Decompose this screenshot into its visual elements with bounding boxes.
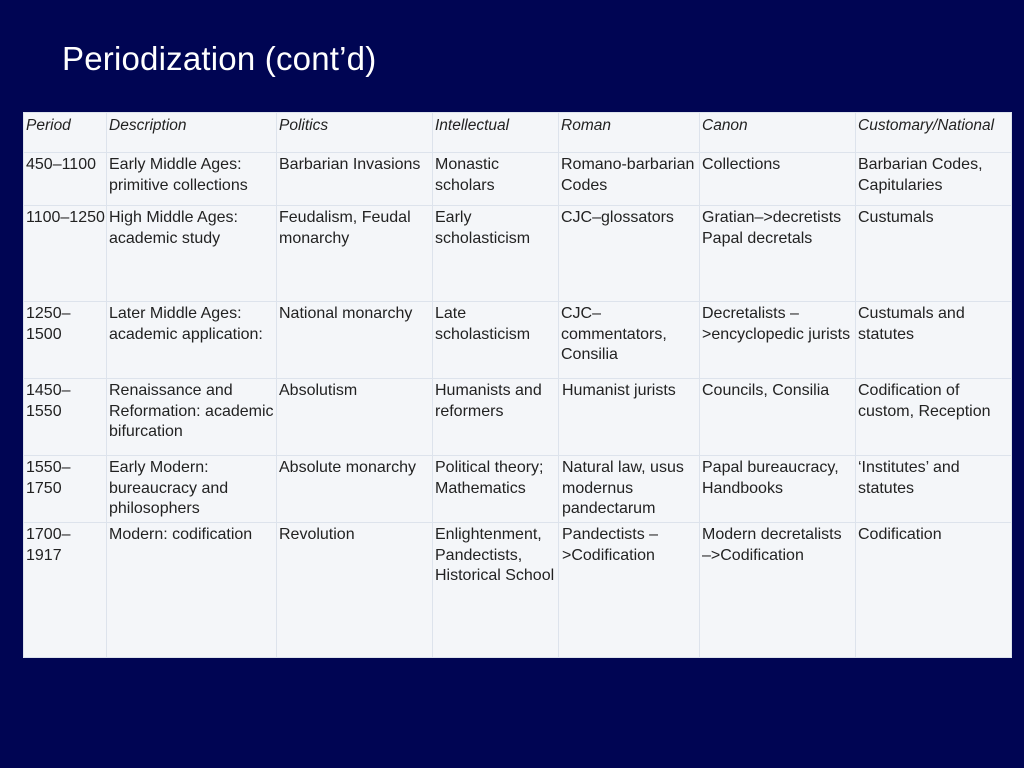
header-cell-roman: Roman: [559, 113, 700, 153]
cell-roman: Humanist jurists: [559, 379, 700, 456]
cell-customary-national: Codification: [856, 523, 1012, 658]
table-row: [24, 379, 1012, 456]
cell-canon: Papal bureaucracy, Handbooks: [700, 456, 856, 523]
cell-description: High Middle Ages: academic study: [107, 206, 277, 302]
cell-roman: CJC–glossators: [559, 206, 700, 302]
cell-politics: Revolution: [277, 523, 433, 658]
cell-description: Early Middle Ages: primitive collections: [107, 153, 277, 206]
header-row: [24, 113, 1012, 153]
cell-description: Early Modern: bureaucracy and philosophers: [107, 456, 277, 523]
cell-intellectual: Humanists and reformers: [433, 379, 559, 456]
table-row: [24, 456, 1012, 523]
cell-period: 1700–1917: [24, 523, 107, 658]
cell-period: 1550–1750: [24, 456, 107, 523]
cell-period: 450–1100: [24, 153, 107, 206]
cell-customary-national: Barbarian Codes, Capitularies: [856, 153, 1012, 206]
header-cell-canon: Canon: [700, 113, 856, 153]
cell-description: Renaissance and Reformation: academic bifurcation: [107, 379, 277, 456]
cell-politics: Feudalism, Feudal monarchy: [277, 206, 433, 302]
cell-politics: National monarchy: [277, 302, 433, 379]
cell-customary-national: ‘Institutes’ and statutes: [856, 456, 1012, 523]
cell-politics: Absolutism: [277, 379, 433, 456]
table-row: [24, 206, 1012, 302]
table-row: [24, 523, 1012, 658]
cell-period: 1100–1250: [24, 206, 107, 302]
periodization-table: [23, 112, 1012, 658]
cell-canon: Gratian–>decretists Papal decretals: [700, 206, 856, 302]
cell-roman: Natural law, usus modernus pandectarum: [559, 456, 700, 523]
cell-canon: Decretalists –>encyclopedic jurists: [700, 302, 856, 379]
header-cell-customary-national: Customary/National: [856, 113, 1012, 153]
cell-canon: Councils, Consilia: [700, 379, 856, 456]
cell-roman: Pandectists –>Codification: [559, 523, 700, 658]
cell-period: 1450–1550: [24, 379, 107, 456]
cell-intellectual: Early scholasticism: [433, 206, 559, 302]
cell-customary-national: Custumals: [856, 206, 1012, 302]
header-cell-intellectual: Intellectual: [433, 113, 559, 153]
cell-intellectual: Political theory; Mathematics: [433, 456, 559, 523]
slide-title: Periodization (cont’d): [62, 40, 377, 77]
table-row: [24, 153, 1012, 206]
cell-canon: Collections: [700, 153, 856, 206]
cell-intellectual: Late scholasticism: [433, 302, 559, 379]
cell-intellectual: Monastic scholars: [433, 153, 559, 206]
header-cell-description: Description: [107, 113, 277, 153]
cell-roman: Romano-barbarian Codes: [559, 153, 700, 206]
cell-period: 1250–1500: [24, 302, 107, 379]
cell-politics: Barbarian Invasions: [277, 153, 433, 206]
cell-description: Modern: codification: [107, 523, 277, 658]
cell-intellectual: Enlightenment, Pandectists, Historical School: [433, 523, 559, 658]
header-cell-period: Period: [24, 113, 107, 153]
cell-roman: CJC–commentators, Consilia: [559, 302, 700, 379]
cell-customary-national: Codification of custom, Reception: [856, 379, 1012, 456]
cell-customary-national: Custumals and statutes: [856, 302, 1012, 379]
cell-canon: Modern decretalists –>Codification: [700, 523, 856, 658]
table-row: [24, 302, 1012, 379]
cell-description: Later Middle Ages: academic application:: [107, 302, 277, 379]
cell-politics: Absolute monarchy: [277, 456, 433, 523]
header-cell-politics: Politics: [277, 113, 433, 153]
